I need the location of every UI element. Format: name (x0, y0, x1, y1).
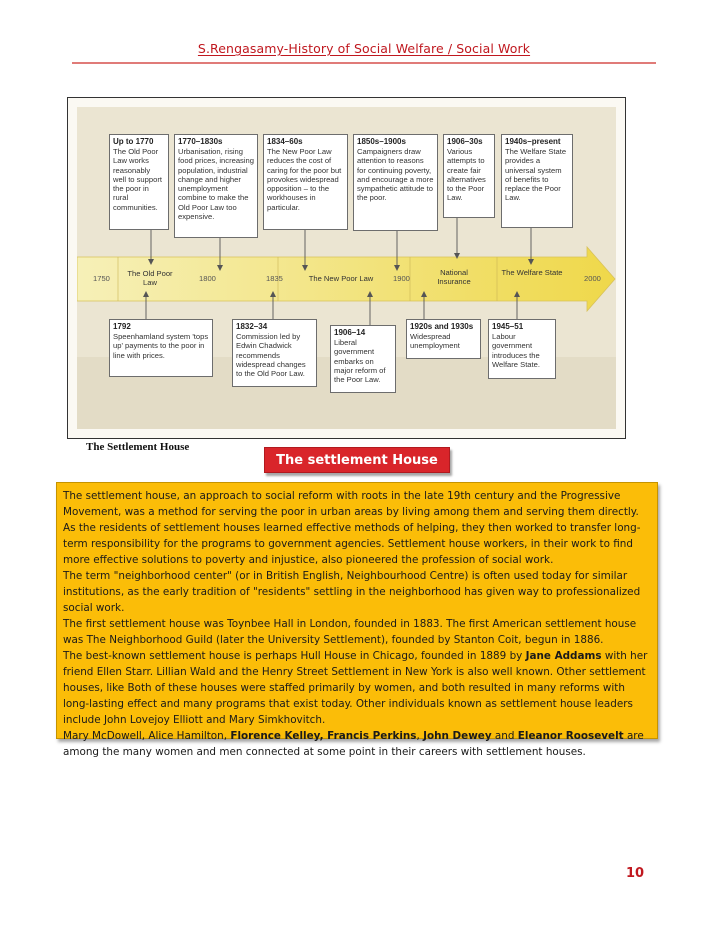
timeline-box-text: The Old Poor Law works reasonably well to support the poor in rural communities. (113, 147, 162, 212)
timeline-bottom-box (232, 319, 317, 387)
paragraph (63, 728, 651, 760)
timeline-box-heading: 1940s–present (505, 137, 561, 146)
timeline-figure (67, 97, 626, 439)
bold-name: John Dewey (423, 730, 492, 742)
timeline-year: 2000 (584, 274, 601, 283)
figure-caption: The Settlement House (86, 441, 190, 453)
timeline-era-label: The New Poor Law (308, 274, 374, 283)
timeline-box-heading: 1906–14 (334, 328, 366, 337)
timeline-era-label: The Welfare State (501, 268, 563, 277)
timeline-box-heading: 1792 (113, 322, 131, 331)
timeline-bottom-box (109, 319, 213, 377)
text-run: The best-known settlement house is perhaps Hull House in Chicago, founded in 1889 by (63, 650, 526, 662)
text-run: Mary McDowell, Alice Hamilton, (63, 730, 231, 742)
timeline-bottom-box (330, 325, 396, 393)
timeline-box-heading: 1834–60s (267, 137, 303, 146)
timeline-box-text: Urbanisation, rising food prices, increasing population, industrial change and higher unemployment combine to make the Old Poor Law too expensive. (178, 147, 254, 222)
timeline-box-heading: 1770–1830s (178, 137, 223, 146)
timeline-year: 1835 (266, 274, 283, 283)
timeline-box-heading: 1832–34 (236, 322, 268, 331)
timeline-top-box (501, 134, 573, 228)
page-header-title: S.Rengasamy-History of Social Welfare / Social Work (197, 41, 531, 56)
bold-name: Jane Addams (525, 650, 602, 662)
text-run: and (491, 730, 518, 742)
paragraph: The term "neighborhood center" (or in British English, Neighbourhood Centre) is often used today for similar institutions, as the early tradition of "residents" settling in the neighborhood has given way to professionalized social work. (63, 570, 641, 614)
timeline-box-heading: 1906–30s (447, 137, 483, 146)
paragraph (63, 648, 651, 728)
timeline-box-text: The New Poor Law reduces the cost of caring for the poor but provokes widespread opposition – to the workhouses in particular. (267, 147, 342, 212)
text-run: are among the many women and men connected at some point in their careers with settlement houses. (63, 730, 644, 758)
timeline-box-heading: Up to 1770 (113, 137, 154, 146)
timeline-box-text: Widespread unemployment (410, 332, 460, 351)
timeline-box-text: Speenhamland system 'tops up' payments to the poor in line with prices. (113, 332, 209, 360)
bold-name: Eleanor Roosevelt (517, 730, 624, 742)
paragraph: The first settlement house was Toynbee Hall in London, founded in 1883. The first American settlement house was The Neighborhood Guild (later the University Settlement), founded by Stanton Coit, begun in 1886. (63, 618, 637, 646)
content-box (56, 482, 658, 758)
timeline-photo (77, 107, 616, 429)
timeline-box-heading: 1945–51 (492, 322, 524, 331)
page-number: 10 (626, 866, 645, 881)
text-run: with her friend Ellen Starr. Lillian Wald and the Henry Street Settlement in New York is also well known. Other settlement houses, like Both of these houses were staffed primarily by women, and both resulted in many reforms with long-lasting effect and many programs that exist today. Other individuals known as settlement house leaders include John Lovejoy Elliott and Mary Simkhovitch. (63, 650, 648, 726)
bold-name: Florence Kelley, Francis Perkins (230, 730, 417, 742)
timeline-year: 1900 (393, 274, 410, 283)
timeline-box-heading: 1850s–1900s (357, 137, 406, 146)
timeline-top-box (443, 134, 495, 218)
timeline-box-text: Commission led by Edwin Chadwick recommends widespread changes to the Old Poor Law. (236, 332, 306, 379)
timeline-box-text: Campaigners draw attention to reasons for continuing poverty, and encourage a more sympathetic attitude to the poor. (357, 147, 434, 203)
timeline-box-text: Various attempts to create fair alternatives to the Poor Law. (447, 147, 486, 203)
section-title-badge: The settlement House (264, 447, 450, 473)
timeline-top-box (174, 134, 258, 238)
timeline-bottom-box (488, 319, 556, 379)
paragraph: The settlement house, an approach to social reform with roots in the late 19th century and the Progressive Movement, was a method for serving the poor in urban areas by living among them and serving them directly. As the residents of settlement houses learned effective methods of helping, they then worked to transfer long-term responsibility for the programs to government agencies. Settlement house workers, in their work to find more effective solutions to poverty and injustice, also pioneered the profession of social work. (63, 490, 641, 566)
timeline-bottom-box (406, 319, 481, 359)
header-divider (72, 62, 656, 64)
timeline-box-text: Liberal government embarks on major reform of the Poor Law. (334, 338, 386, 385)
timeline-box-text: The Welfare State provides a universal system of benefits to replace the Poor Law. (505, 147, 567, 203)
timeline-top-box (353, 134, 438, 231)
text-run: , (416, 730, 424, 742)
timeline-year: 1750 (93, 274, 110, 283)
timeline-box-heading: 1920s and 1930s (410, 322, 474, 331)
timeline-year: 1800 (199, 274, 216, 283)
timeline-era-label: The Old Poor Law (127, 269, 173, 287)
timeline-box-text: Labour government introduces the Welfare State. (492, 332, 540, 369)
timeline-top-box (263, 134, 348, 230)
timeline-top-box (109, 134, 169, 230)
timeline-era-label: National Insurance (437, 268, 471, 286)
